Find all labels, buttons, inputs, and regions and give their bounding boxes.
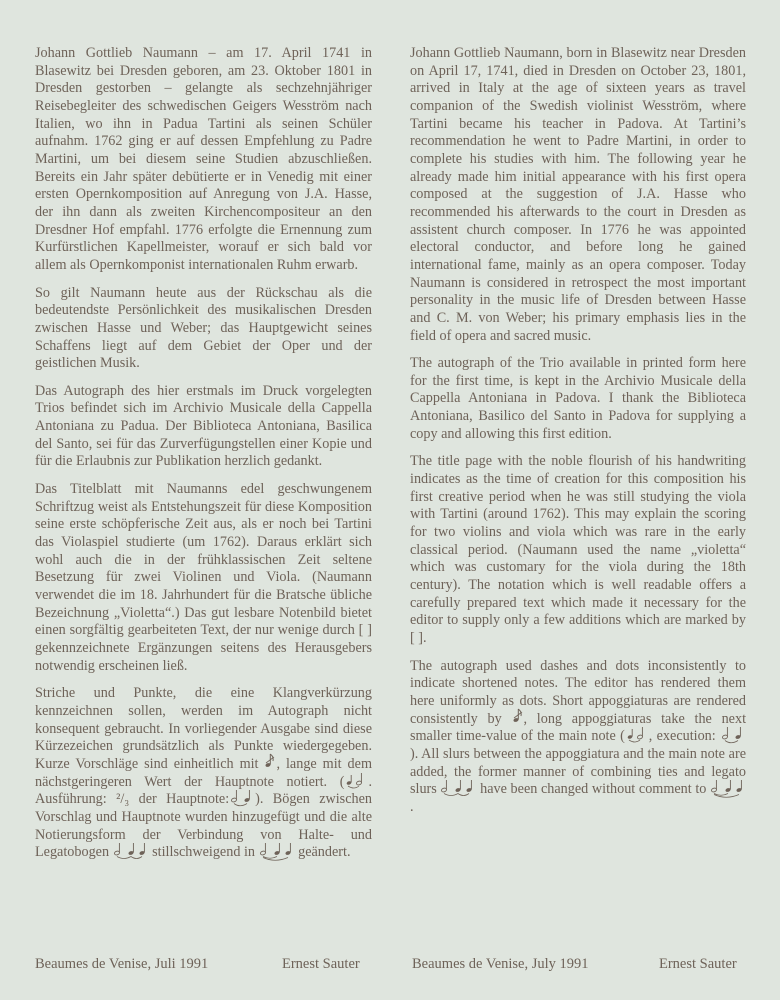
grace-note-icon — [264, 756, 276, 770]
text-run: ). All slurs between the appoggiatura and the main note are added, the former manner of combining ties and legato slurs — [410, 745, 746, 798]
footer-author-german: Ernest Sauter — [282, 956, 360, 972]
footer-author-english: Ernest Sauter — [659, 956, 737, 972]
german-paragraph-4: Das Titelblatt mit Naumanns edel geschwungenem Schriftzug weist als Entstehungszeit für diese Komposition seine erste schöpferische Zeit aus, als er noch bei Tartini das Violaspiel studierte (um 1762). Daraus erklärt sich wohl auch die in der frühklassischen Zeit seltene Besetzung für zwei Violinen und Viola. (Naumann verwendet die im 18. Jahrhundert für die Bratsche übliche Bezeichnung „Violetta“.) Das gut lesbare Notenbild bietet einen sorgfältig gearbeiteten Text, der nur wenige durch [ ] gekennzeichnete Ergänzungen seitens des Herausgebers notwendig erscheinen ließ. — [35, 481, 372, 674]
german-paragraph-3: Das Autograph des hier erstmals im Druck vorgelegten Trios befindet sich im Archivio Musicale della Cappella Antoniana zu Padua. Der Biblioteca Antoniana, Basilica del Santo, sei für das Zurverfügungstellen einer Kopie und für die Erlaubnis zur Publikation herzlich gedankt. — [35, 382, 372, 470]
english-paragraph-1: Johann Gottlieb Naumann, born in Blasewitz near Dresden on April 17, 1741, died in Dresden on October 23, 1801, arrived in Italy at the age of sixteen years as travel companion of the Swedish violinist Wesström, where Tartini became his teacher in Padova. At Tartini’s recommendation he went to Padre Martini, in order to complete his studies with him. The following year he already made him initial appearance with his first opera composed at the suggestion of J.A. Hasse who recommended his afterwards to the court in Dresden as assistent church composer. In 1776 he was appointed electoral conductor, and before long he gained international fame, mainly as an opera composer. Today Naumann is considered in retrospect the most important personality in the music life of Dresden between Hasse and C. M. von Weber; his primary emphasis lies in the field of opera and sacred music. — [410, 45, 746, 344]
tie-legato-old-icon — [113, 844, 149, 858]
footer-place-date-german: Beaumes de Venise, Juli 1991 — [35, 956, 209, 972]
text-run: . Ausführung: ²/₃ der Hauptnote: — [35, 773, 372, 808]
text-run: , long appoggiaturas take the next smaller time-value of the main note ( — [410, 710, 747, 745]
tie-legato-old-icon — [440, 781, 476, 795]
tie-legato-new-icon — [259, 844, 295, 858]
appoggiatura-icon — [625, 728, 649, 742]
english-paragraph-4 — [410, 658, 746, 817]
german-paragraph-2: So gilt Naumann heute aus der Rückschau als die bedeutendste Persönlichkeit des musikalischen Dresden zwischen Hasse und Weber; das Hauptgewicht seines Schaffens liegt auf dem Gebiet der Oper und der geistlichen Musik. — [35, 284, 372, 372]
text-run: , execution: — [648, 728, 716, 745]
text-run: geändert. — [298, 844, 351, 861]
german-paragraph-5 — [35, 685, 372, 862]
footer-place-date-english: Beaumes de Venise, July 1991 — [412, 956, 589, 972]
grace-note-icon — [512, 711, 524, 725]
tie-legato-new-icon — [710, 781, 746, 795]
text-run: have been changed without comment to — [480, 781, 707, 798]
english-paragraph-3: The title page with the noble flourish of his handwriting indicates as the time of creation for this composition his first creative period when he was still studying the viola with Tartini (around 1762). This may explain the scoring for two violins and viola which was rare in the early classical period. (Naumann used the name „violetta“ which was customary for the viola during the 18th century). The notation which is well readable offers a carefully prepared text which made it necessary for the editor to supply only a few additions which are marked by [ ]. — [410, 453, 746, 646]
text-run: . — [410, 798, 414, 815]
text-run: , lange mit dem nächstgeringeren Wert der Hauptnote notiert. ( — [35, 755, 372, 790]
german-paragraph-1: Johann Gottlieb Naumann – am 17. April 1741 in Blasewitz bei Dresden geboren, am 23. Oktober 1801 in Dresden gestorben – gelangte als sechzehnjähriger Reisebegleiter des schwedischen Geigers Wesström nach Italien, wo ihn in Padua Tartini als seinen Schüler aufnahm. 1762 ging er auf dessen Empfehlung zu Padre Martini, um bei diesem seine Studien abzuschließen. Bereits ein Jahr später debütierte er in Venedig mit einer ersten Opernkomposition auf Anregung von J.A. Hasse, der ihn dann als zweiten Kirchencompositeur an den Dresdner Hof empfahl. 1776 erfolgte die Ernennung zum Kurfürstlichen Kapellmeister, worauf er sich bald vor allem als Opernkomponist internationalen Ruhm erwarb. — [35, 45, 372, 273]
text-run: The autograph used dashes and dots inconsistently to indicate shortened notes. The editor has rendered them here uniformly as dots. Short appoggiaturas are rendered consistently by — [410, 657, 746, 727]
german-column — [35, 45, 372, 872]
text-run: ). Bögen zwischen Vorschlag und Hauptnote wurden hinzugefügt und die alte Notierungsform der Verbindung von Halte- und Legatobogen — [35, 791, 372, 861]
execution-icon — [229, 791, 255, 805]
appoggiatura-icon — [344, 774, 368, 788]
english-column — [410, 45, 746, 827]
execution-icon — [720, 728, 746, 742]
text-run: Striche und Punkte, die eine Klangverkürzung kennzeichnen sollen, werden im Autograph nicht konsequent gebraucht. In vorliegender Ausgabe sind diese Kürzezeichen grundsätzlich als Punkte wiedergegeben. Kurze Vorschläge sind einheitlich mit — [35, 685, 372, 772]
text-run: stillschweigend in — [152, 844, 256, 861]
english-paragraph-2: The autograph of the Trio available in printed form here for the first time, is kept in the Archivio Musicale della Cappella Antoniana in Padova. I thank the Biblioteca Antoniana, Basilico del Santo in Padova for supplying a copy and allowing this first edition. — [410, 355, 746, 442]
